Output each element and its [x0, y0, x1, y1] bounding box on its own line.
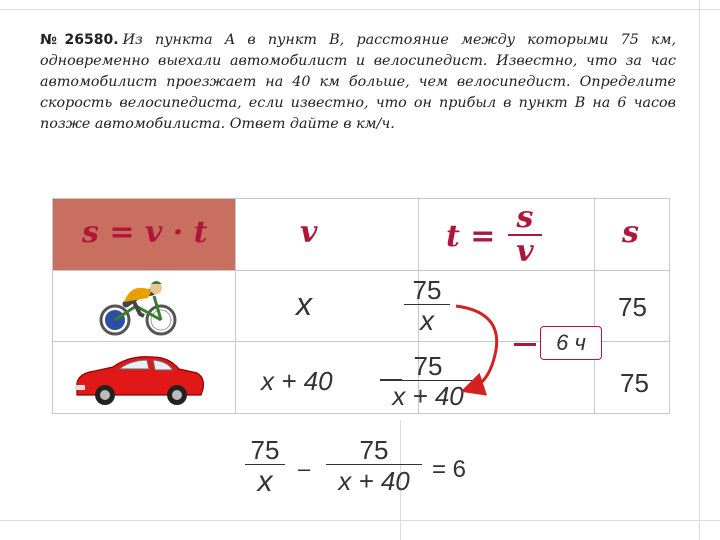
curved-arrow-icon	[450, 290, 510, 400]
cyclist-icon	[96, 276, 180, 338]
difference-dash	[514, 343, 536, 346]
car-distance: 75	[620, 368, 649, 398]
right-border	[699, 0, 700, 540]
cyclist-time-denominator: x	[420, 305, 434, 336]
problem-number: №26580.	[40, 32, 119, 48]
header-v: v	[300, 215, 318, 250]
header-t-cell	[419, 199, 595, 271]
equation-rhs: = 6	[432, 456, 467, 483]
top-border	[0, 9, 720, 10]
car-time-denominator: x + 40	[392, 381, 464, 411]
difference-label: 6 ч	[540, 326, 602, 360]
header-s: s	[622, 215, 639, 250]
car-speed-text: x + 40	[261, 366, 333, 396]
header-t-prefix: t =	[446, 219, 496, 254]
equation-right-denominator: x + 40	[338, 466, 410, 496]
equation-left-fraction	[245, 436, 285, 499]
header-v-cell	[236, 199, 419, 271]
cyclist-distance: 75	[618, 292, 647, 322]
problem-text: Из пункта A в пункт B, расстояние между которыми 75 км, одновременно выехали автомобилист и велосипедист. Известно, что за час автомобилист проезжает на 40 км больше, чем велосипедист. Определите скорость велосипедиста, если известно, что он прибыл в пункт B на 6 часов позже автомобилиста. Ответ дайте в км/ч.	[40, 32, 676, 132]
cyclist-time-numerator: 75	[412, 275, 442, 305]
header-t-numerator: s	[516, 200, 534, 235]
header-formula: s = v · t	[82, 215, 208, 250]
header-t-denominator: v	[516, 234, 534, 269]
problem-statement	[40, 30, 676, 135]
equation-right-numerator: 75	[359, 435, 389, 465]
cyclist-speed: x	[296, 286, 312, 322]
bottom-border	[0, 520, 720, 521]
cyclist-time-fraction	[404, 276, 450, 337]
car-time-numerator: 75	[413, 351, 443, 381]
equation-minus: –	[298, 456, 311, 481]
equation-left-numerator: 75	[250, 435, 280, 465]
car-icon	[73, 349, 207, 409]
header-t-fraction	[508, 202, 542, 268]
equation-left-denominator: x	[257, 465, 273, 498]
equation-right-fraction	[326, 436, 422, 497]
car-speed	[261, 366, 333, 397]
